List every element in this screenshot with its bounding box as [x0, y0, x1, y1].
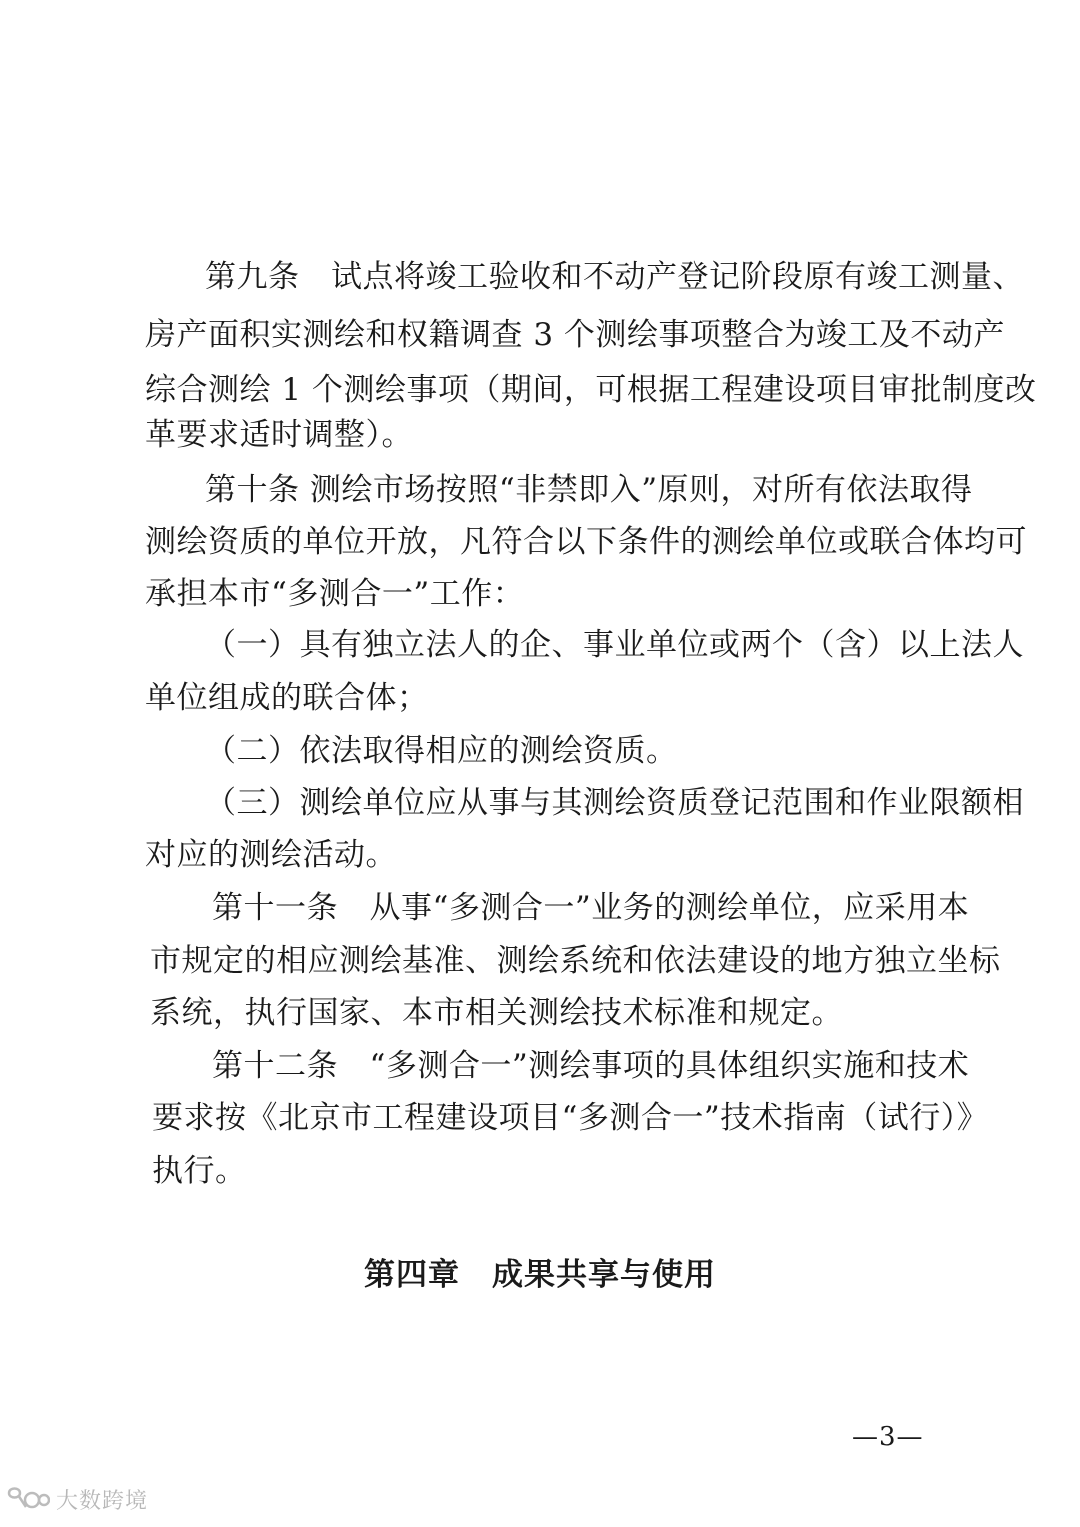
page-number: —3— [852, 1422, 924, 1452]
article-11-line-3: 系统，执行国家、本市相关测绘技术标准和规定。 [150, 995, 843, 1031]
watermark-text: 大数跨境 [56, 1489, 149, 1514]
article-12-line-3: 执行。 [152, 1153, 247, 1189]
article-11-line-1: 第十一条 从事“多测合一”业务的测绘单位，应采用本 [212, 890, 970, 926]
article-9-line-2: 房产面积实测绘和权籍调查 3 个测绘事项整合为竣工及不动产 [145, 317, 1005, 353]
item-1-line-2: 单位组成的联合体； [145, 680, 429, 716]
article-9-line-3: 综合测绘 1 个测绘事项（期间，可根据工程建设项目审批制度改 [145, 372, 1037, 408]
article-11-line-2: 市规定的相应测绘基准、测绘系统和依法建设的地方独立坐标 [150, 943, 1001, 979]
item-3-line-1: （三）测绘单位应从事与其测绘资质登记范围和作业限额相 [205, 785, 1024, 821]
article-10-line-1: 第十条 测绘市场按照“非禁即入”原则，对所有依法取得 [205, 472, 973, 508]
item-1-line-1: （一）具有独立法人的企、事业单位或两个（含）以上法人 [205, 627, 1024, 663]
article-12-line-1: 第十二条 “多测合一”测绘事项的具体组织实施和技术 [212, 1048, 970, 1084]
watermark-logo-icon [4, 1485, 50, 1515]
chapter-heading: 第四章 成果共享与使用 [364, 1257, 716, 1293]
article-10-line-3: 承担本市“多测合一”工作： [145, 576, 525, 612]
article-9-line-1: 第九条 试点将竣工验收和不动产登记阶段原有竣工测量、 [205, 259, 1024, 295]
article-12-line-2: 要求按《北京市工程建设项目“多测合一”技术指南（试行）》 [152, 1100, 989, 1136]
watermark [4, 1484, 148, 1515]
item-2-line-1: （二）依法取得相应的测绘资质。 [205, 733, 678, 769]
article-9-line-4: 革要求适时调整）。 [145, 417, 413, 453]
article-10-line-2: 测绘资质的单位开放，凡符合以下条件的测绘单位或联合体均可 [145, 524, 1027, 560]
item-3-line-2: 对应的测绘活动。 [145, 837, 397, 873]
